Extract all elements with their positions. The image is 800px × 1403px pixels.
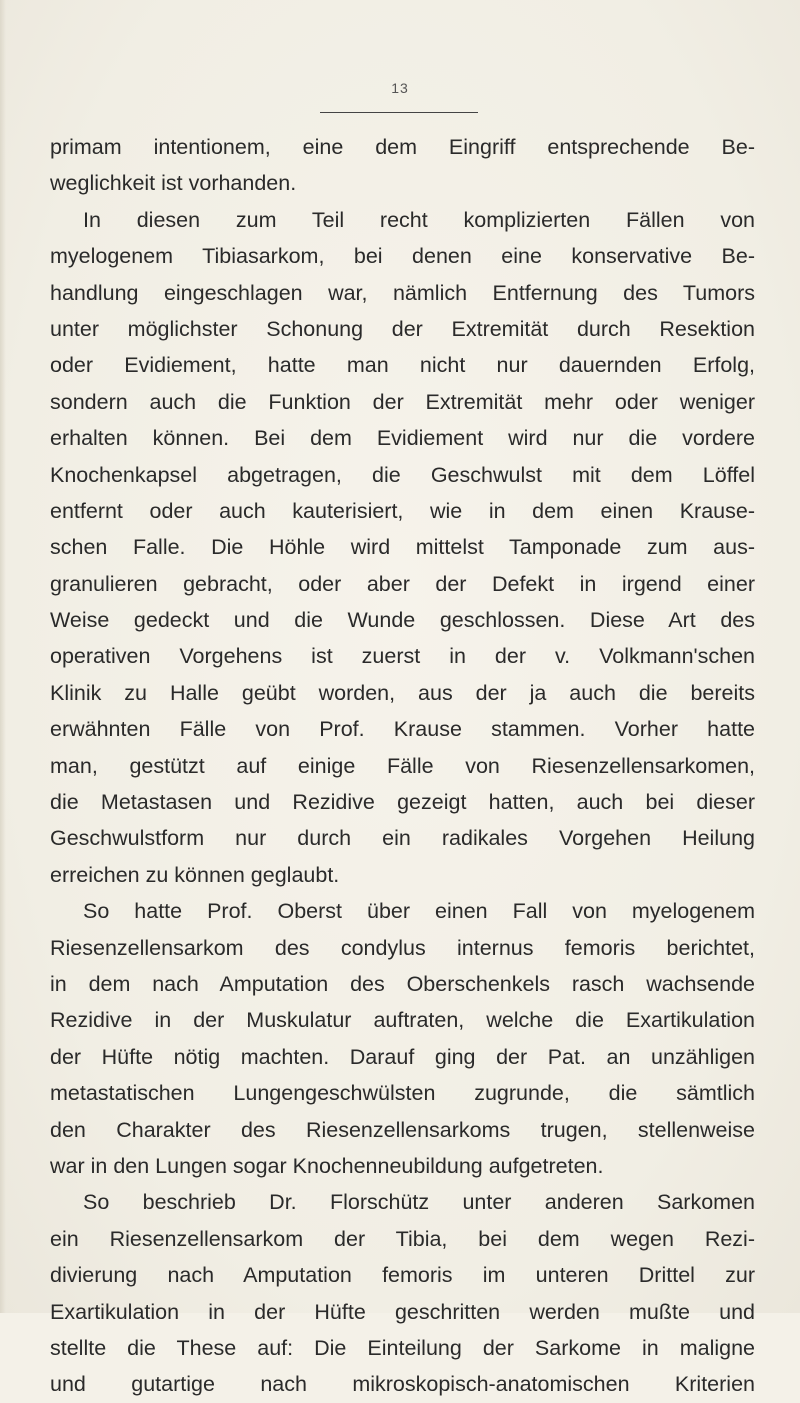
text-line: erreichen zu können geglaubt. [50,862,340,887]
text-line: erwähnten Fälle von Prof. Krause stammen. Vorher hatte [50,717,755,742]
page-number: 13 [391,80,409,96]
text-line: Klinik zu Halle geübt worden, aus der ja auch die bereits [50,680,755,705]
text-line: In diesen zum Teil recht komplizierten Fällen von [83,207,755,232]
text-line: Geschwulstform nur durch ein radikales Vorgehen Heilung [50,826,755,851]
text-line: Knochenkapsel abgetragen, die Geschwulst mit dem Löffel [50,462,755,487]
text-line: die Metastasen und Rezidive gezeigt hatten, auch bei dieser [50,790,755,815]
text-line: schen Falle. Die Höhle wird mittelst Tamponade zum aus- [50,535,755,560]
text-line: entfernt oder auch kauterisiert, wie in dem einen Krause- [50,498,755,523]
text-line: der Hüfte nötig machten. Darauf ging der Pat. an unzähligen [50,1044,755,1069]
text-line: myelogenem Tibiasarkom, bei denen eine konservative Be- [50,244,755,269]
text-line: operativen Vorgehens ist zuerst in der v. Volkmann'schen [50,644,755,669]
text-line: den Charakter des Riesenzellensarkoms trugen, stellenweise [50,1117,755,1142]
header-rule [320,112,478,113]
body-text [50,129,755,1403]
page-left-edge-shadow [0,0,6,1313]
text-line: in dem nach Amputation des Oberschenkels rasch wachsende [50,971,755,996]
text-line: So hatte Prof. Oberst über einen Fall von myelogenem [83,899,755,924]
text-line: stellte die These auf: Die Einteilung der Sarkome in maligne [50,1335,755,1360]
text-line: ein Riesenzellensarkom der Tibia, bei dem wegen Rezi- [50,1226,755,1251]
text-line: weglichkeit ist vorhanden. [50,171,297,196]
text-line: Riesenzellensarkom des condylus internus femoris berichtet, [50,935,755,960]
text-line: und gutartige nach mikroskopisch-anatomischen Kriterien [50,1372,755,1397]
text-line: handlung eingeschlagen war, nämlich Entfernung des Tumors [50,280,755,305]
text-line: oder Evidiement, hatte man nicht nur dauernden Erfolg, [50,353,755,378]
text-line: So beschrieb Dr. Florschütz unter anderen Sarkomen [83,1190,755,1215]
text-line: man, gestützt auf einige Fälle von Riesenzellensarkomen, [50,753,755,778]
text-line: sondern auch die Funktion der Extremität mehr oder weniger [50,389,755,414]
text-line: erhalten können. Bei dem Evidiement wird nur die vordere [50,426,755,451]
text-line: metastatischen Lungengeschwülsten zugrunde, die sämtlich [50,1081,755,1106]
text-line: Weise gedeckt und die Wunde geschlossen. Diese Art des [50,608,755,633]
text-line: granulieren gebracht, oder aber der Defekt in irgend einer [50,571,755,596]
text-line: Rezidive in der Muskulatur auftraten, welche die Exartikulation [50,1008,755,1033]
text-line: Exartikulation in der Hüfte geschritten werden mußte und [50,1299,755,1324]
text-line: primam intentionem, eine dem Eingriff entsprechende Be- [50,135,755,159]
text-line: unter möglichster Schonung der Extremität durch Resektion [50,316,755,341]
text-line: war in den Lungen sogar Knochenneubildung aufgetreten. [50,1153,604,1178]
text-line: divierung nach Amputation femoris im unteren Drittel zur [50,1263,755,1288]
